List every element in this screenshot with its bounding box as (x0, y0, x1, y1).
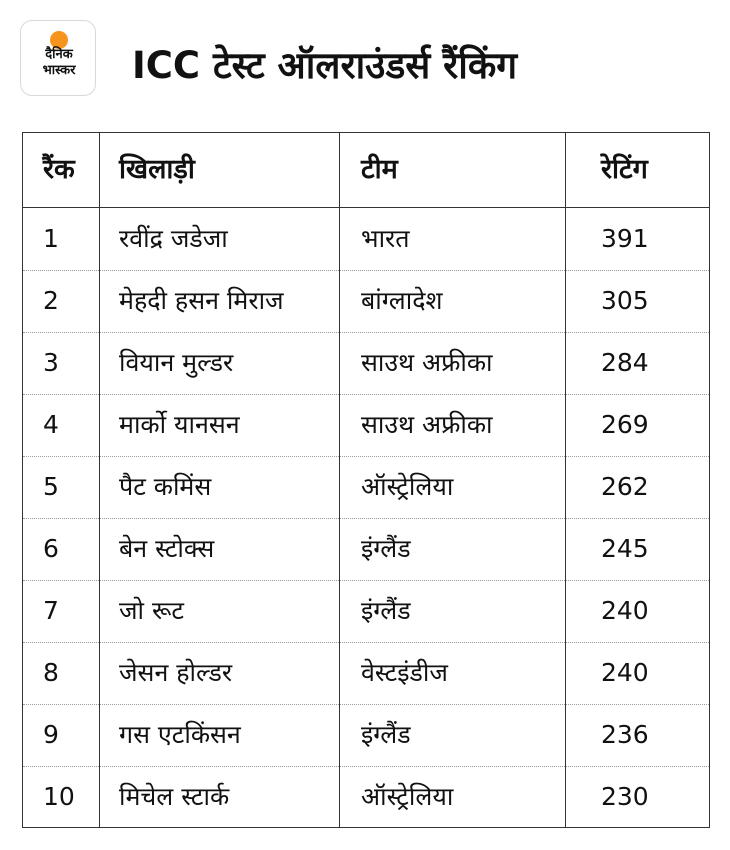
logo-text-line2: भास्कर (42, 63, 76, 78)
rank-cell: 5 (43, 472, 59, 501)
player-cell: बेन स्टोक्स (119, 534, 215, 563)
page-title: ICC टेस्ट ऑलराउंडर्स रैंकिंग (132, 44, 518, 87)
rating-cell: 230 (601, 782, 649, 811)
player-cell: जो रूट (119, 596, 184, 625)
team-cell: वेस्टइंडीज (361, 658, 448, 687)
rank-cell: 2 (43, 286, 59, 315)
rankings-table (22, 132, 710, 828)
rating-cell: 240 (601, 596, 649, 625)
team-cell: साउथ अफ्रीका (361, 410, 493, 439)
table-row (23, 642, 709, 704)
rating-cell: 262 (601, 472, 649, 501)
rating-cell: 269 (601, 410, 649, 439)
rank-cell: 3 (43, 348, 59, 377)
table-row (23, 394, 709, 456)
player-cell: रवींद्र जडेजा (119, 224, 228, 253)
rank-cell: 7 (43, 596, 59, 625)
rating-cell: 245 (601, 534, 649, 563)
player-cell: मार्को यानसन (119, 410, 240, 439)
header-rating: रेटिंग (601, 154, 648, 185)
rank-cell: 4 (43, 410, 59, 439)
header-rank: रैंक (43, 154, 75, 185)
header-player: खिलाड़ी (119, 154, 195, 185)
table-row (23, 518, 709, 580)
rank-cell: 10 (43, 782, 75, 811)
rating-cell: 391 (601, 224, 649, 253)
rating-cell: 305 (601, 286, 649, 315)
rank-cell: 6 (43, 534, 59, 563)
rating-cell: 236 (601, 720, 649, 749)
team-cell: बांग्लादेश (361, 286, 443, 315)
player-cell: जेसन होल्डर (119, 658, 233, 687)
table-header-row (23, 133, 709, 207)
table-row (23, 704, 709, 766)
player-cell: मेहदी हसन मिराज (119, 286, 284, 315)
header-team: टीम (361, 154, 398, 185)
table-row (23, 208, 709, 270)
player-cell: गस एटकिंसन (119, 720, 241, 749)
rating-cell: 284 (601, 348, 649, 377)
table-row (23, 332, 709, 394)
rank-cell: 9 (43, 720, 59, 749)
player-cell: पैट कमिंस (119, 472, 212, 501)
dainik-bhaskar-logo (20, 20, 96, 96)
logo-text-line1: दैनिक (45, 47, 73, 62)
table-row (23, 580, 709, 642)
team-cell: इंग्लैंड (361, 596, 411, 625)
table-row (23, 766, 709, 828)
team-cell: इंग्लैंड (361, 534, 411, 563)
rank-cell: 8 (43, 658, 59, 687)
team-cell: साउथ अफ्रीका (361, 348, 493, 377)
player-cell: वियान मुल्डर (119, 348, 234, 377)
rating-cell: 240 (601, 658, 649, 687)
team-cell: ऑस्ट्रेलिया (361, 472, 454, 501)
table-row (23, 270, 709, 332)
rank-cell: 1 (43, 224, 59, 253)
player-cell: मिचेल स्टार्क (119, 782, 230, 811)
team-cell: ऑस्ट्रेलिया (361, 782, 454, 811)
team-cell: इंग्लैंड (361, 720, 411, 749)
team-cell: भारत (361, 224, 410, 253)
table-row (23, 456, 709, 518)
